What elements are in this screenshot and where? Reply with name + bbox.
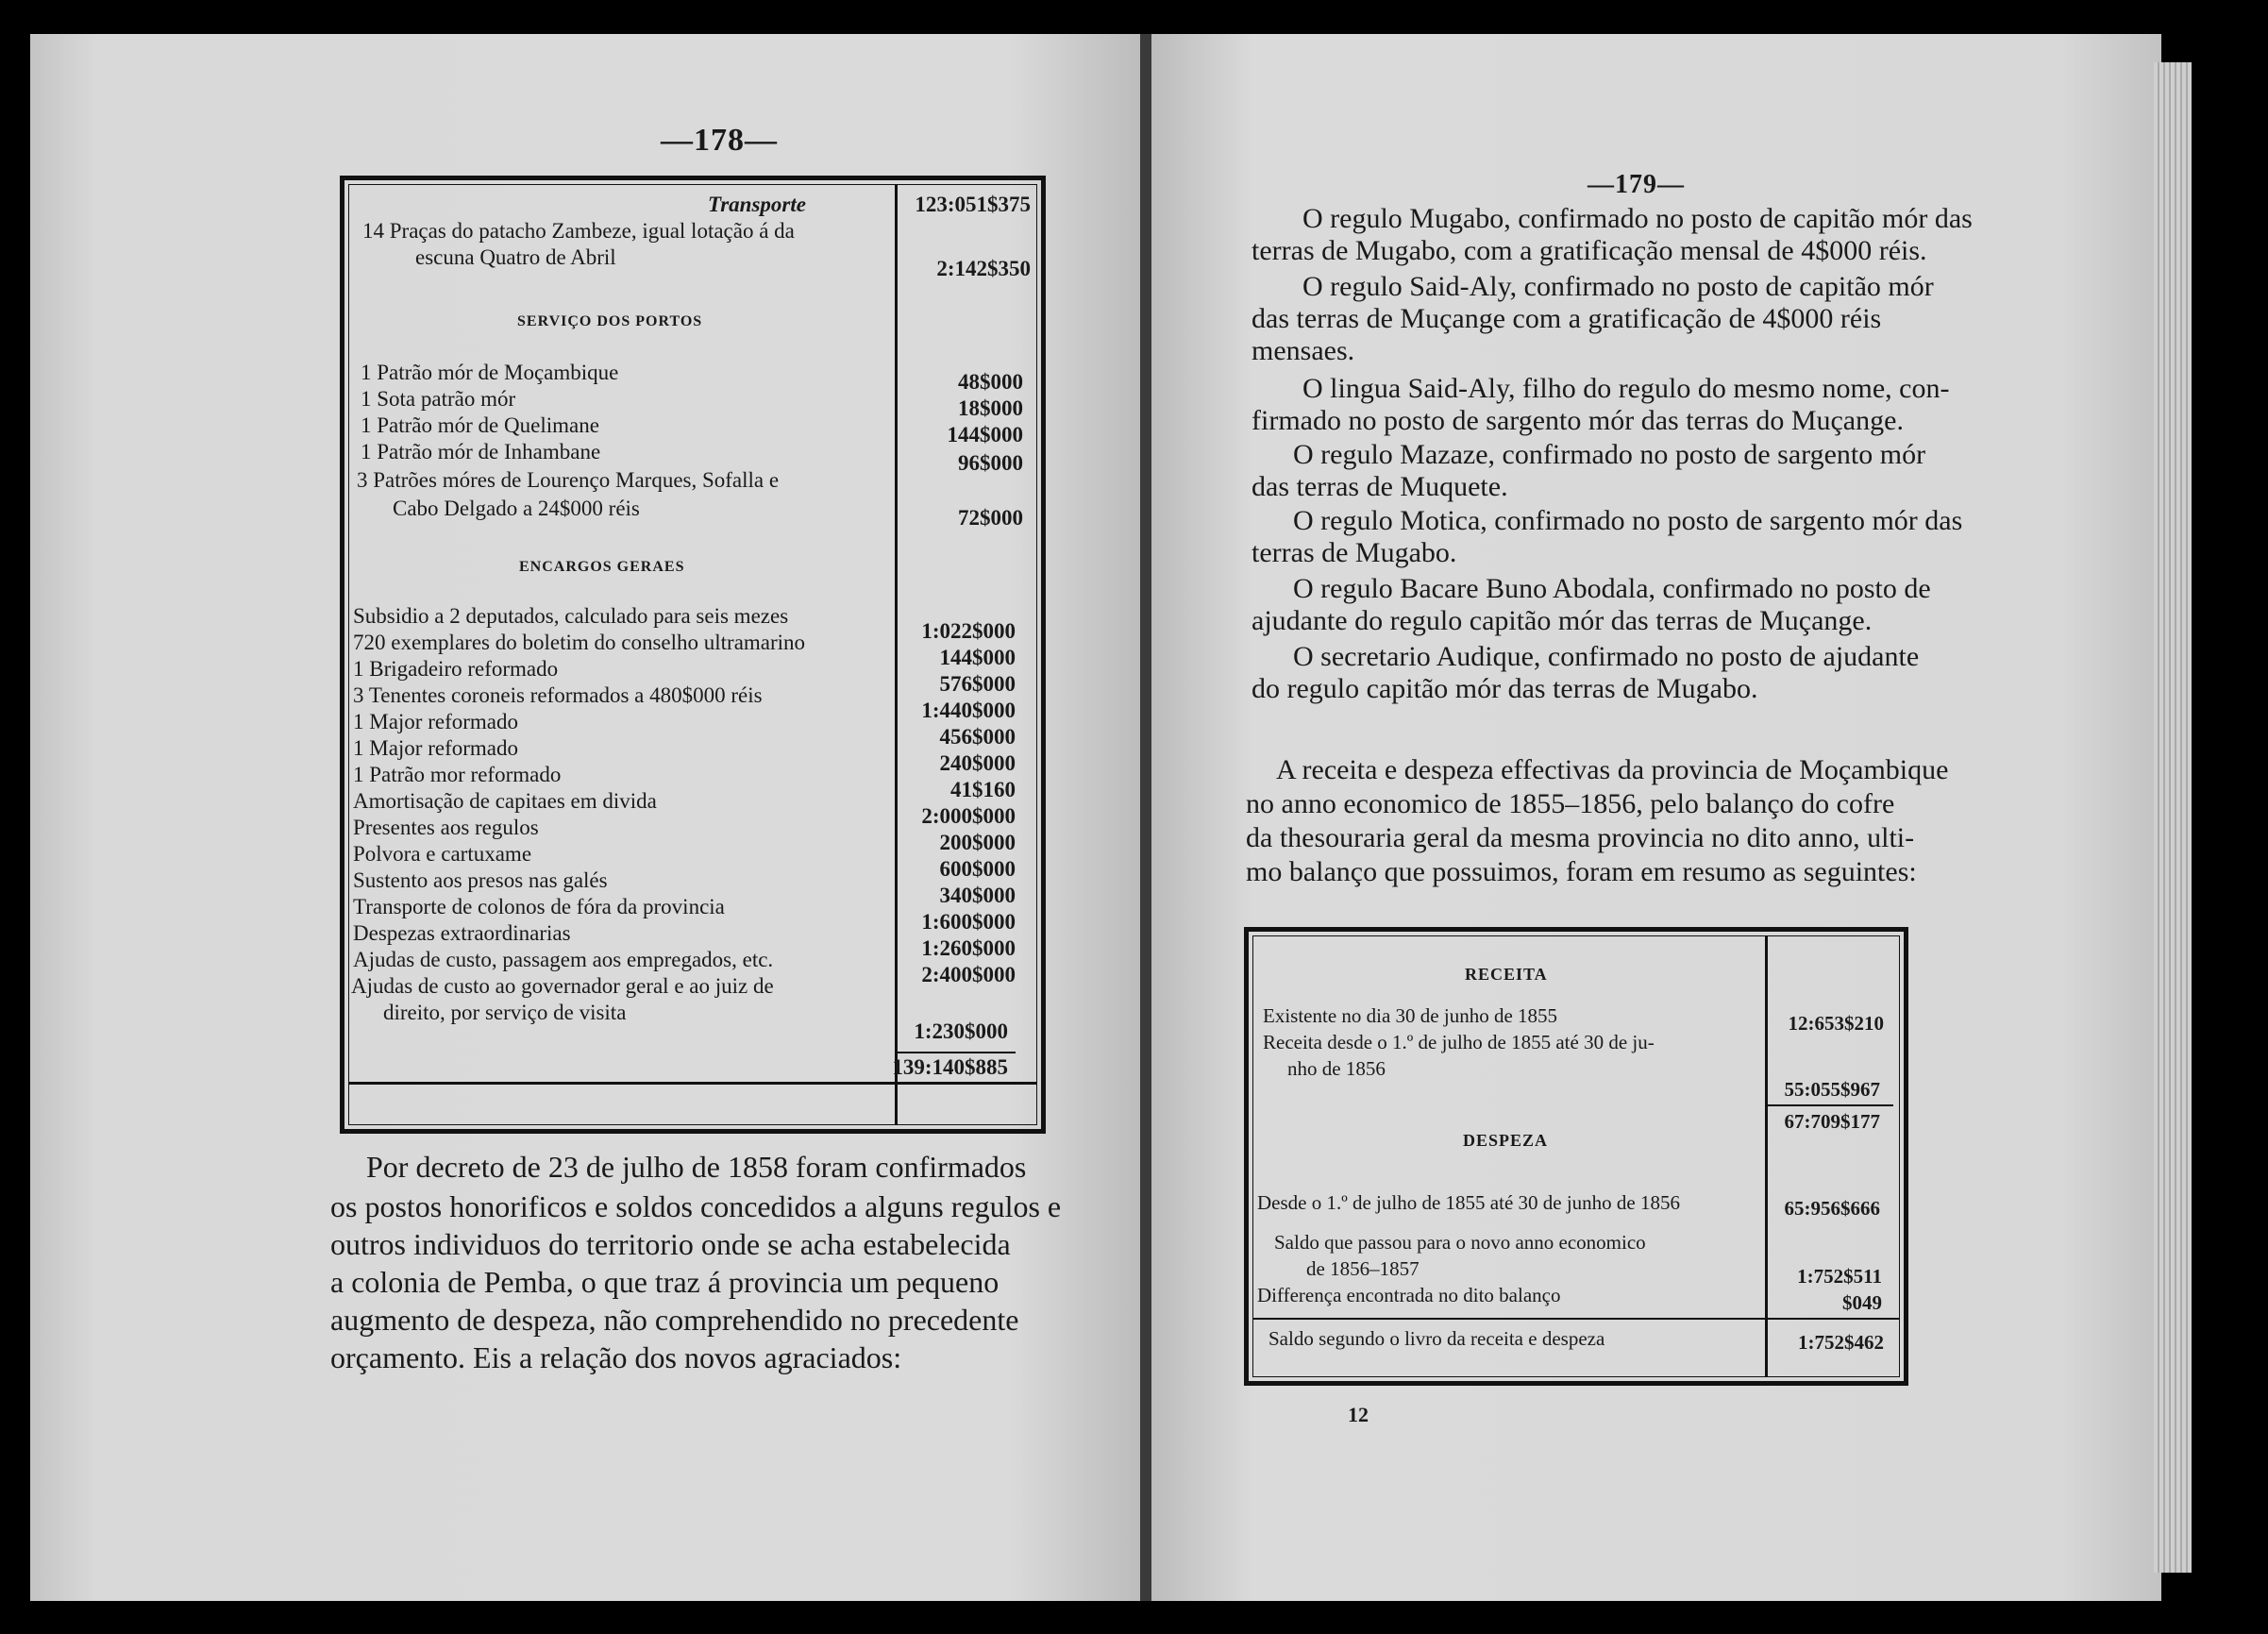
encargos-13-label: Ajudas de custo, passagem aos empregados, etc. [353,948,774,971]
receita-desde-line1: Receita desde o 1.º de julho de 1855 até 30 de ju- [1263,1031,1655,1053]
pracas-line1: 14 Praças do patacho Zambeze, igual lotação á da [362,219,795,243]
encargos-4-value: 456$000 [939,725,1016,749]
expense-table-left [340,176,1046,1134]
patroes-value: 72$000 [958,506,1023,530]
ajudas-value: 1:230$000 [914,1019,1008,1043]
ajudas-line1: Ajudas de custo ao governador geral e ao juiz de [351,974,774,998]
existente-label: Existente no dia 30 de junho de 1855 [1263,1004,1558,1027]
page-edges [2154,62,2192,1573]
decree-line-5: augmento de despeza, não comprehendido no precedente [330,1303,1019,1337]
encargos-10-value: 340$000 [939,884,1016,907]
decree-line-1: Por decreto de 23 de julho de 1858 foram confirmados [366,1150,1027,1184]
encargos-2-label: 1 Brigadeiro reformado [353,657,559,681]
left-page [30,34,1142,1601]
saldo-passou-value: 1:752$511 [1797,1265,1882,1288]
receita-line-3: da thesouraria geral da mesma provincia no dito anno, ulti- [1246,822,1915,853]
encargos-12-value: 1:260$000 [921,936,1016,960]
saldo-passou-line2: de 1856–1857 [1306,1257,1420,1280]
open-book [30,34,2192,1601]
page-number-right: —179— [1588,170,1685,199]
saldo-livro-label: Saldo segundo o livro da receita e despeza [1268,1327,1605,1350]
encargos-3-label: 3 Tenentes coroneis reformados a 480$000 réis [353,683,763,707]
receita-line-1: A receita e despeza effectivas da provincia de Moçambique [1276,754,1949,785]
encargos-5-value: 240$000 [939,751,1016,775]
portos-2-label: 1 Patrão mór de Quelimane [361,413,599,437]
transport-label: Transporte [708,193,806,216]
receita-line-4: mo balanço que possuimos, foram em resumo as seguintes: [1246,856,1917,887]
nom-line-9: das terras de Muquete. [1252,471,1508,502]
pracas-value: 2:142$350 [936,257,1031,280]
encargos-4-label: 1 Major reformado [353,710,518,733]
encargos-7-label: Amortisação de capitaes em divida [353,789,657,813]
transport-value: 123:051$375 [915,193,1031,216]
section-portos: SERVIÇO DOS PORTOS [517,313,703,329]
saldo-passou-line1: Saldo que passou para o novo anno economico [1274,1231,1646,1254]
encargos-1-value: 144$000 [939,646,1016,669]
encargos-0-value: 1:022$000 [921,619,1016,643]
right-page [1151,34,2161,1601]
encargos-11-label: Transporte de colonos de fóra da provincia [353,895,725,918]
balance-table [1244,927,1908,1386]
nom-line-15: do regulo capitão mór das terras de Mugabo. [1252,673,1758,704]
receita-line-2: no anno economico de 1855–1856, pelo balanço do cofre [1246,788,1895,819]
total-value: 139:140$885 [892,1055,1008,1079]
despeza-title: DESPEZA [1463,1131,1549,1150]
nom-line-8: O regulo Mazaze, confirmado no posto de sargento mór [1293,439,1926,470]
encargos-11-value: 1:600$000 [921,910,1016,934]
diferenca-value: $049 [1842,1291,1882,1314]
encargos-13-value: 2:400$000 [921,963,1016,986]
patroes-line2: Cabo Delgado a 24$000 réis [393,497,640,520]
portos-2-value: 144$000 [947,423,1023,446]
nom-line-6: O lingua Said-Aly, filho do regulo do mesmo nome, con- [1302,373,1950,404]
receita-desde-line2: nho de 1856 [1287,1057,1386,1080]
encargos-6-label: 1 Patrão mor reformado [353,763,562,786]
receita-total-value: 67:709$177 [1784,1110,1880,1133]
nom-line-5: mensaes. [1252,335,1355,366]
encargos-5-label: 1 Major reformado [353,736,518,760]
signature-mark: 12 [1348,1403,1369,1426]
nom-line-11: terras de Mugabo. [1252,537,1457,568]
decree-line-6: orçamento. Eis a relação dos novos agraciados: [330,1340,902,1374]
nom-line-1: O regulo Mugabo, confirmado no posto de capitão mór das [1302,203,1973,234]
pracas-line2: escuna Quatro de Abril [415,245,616,269]
encargos-8-label: Presentes aos regulos [353,816,539,839]
encargos-3-value: 1:440$000 [921,699,1016,722]
portos-0-label: 1 Patrão mór de Moçambique [361,361,619,384]
nom-line-10: O regulo Motica, confirmado no posto de sargento mór das [1293,505,1963,536]
encargos-10-label: Sustento aos presos nas galés [353,868,608,892]
decree-line-4: a colonia de Pemba, o que traz á provincia um pequeno [330,1265,1000,1299]
nom-line-14: O secretario Audique, confirmado no posto de ajudante [1293,641,1920,672]
encargos-9-label: Polvora e cartuxame [353,842,532,866]
encargos-8-value: 200$000 [939,831,1016,854]
section-encargos: ENCARGOS GERAES [519,559,685,575]
encargos-6-value: 41$160 [950,778,1016,801]
encargos-2-value: 576$000 [939,672,1016,696]
nom-line-4: das terras de Muçange com a gratificação de 4$000 réis [1252,303,1882,334]
portos-1-value: 18$000 [958,396,1023,420]
despeza-desde-label: Desde o 1.º de julho de 1855 até 30 de junho de 1856 [1257,1191,1681,1214]
portos-0-value: 48$000 [958,370,1023,394]
encargos-7-value: 2:000$000 [921,804,1016,828]
nom-line-2: terras de Mugabo, com a gratificação mensal de 4$000 réis. [1252,235,1927,266]
portos-3-label: 1 Patrão mór de Inhambane [361,440,601,463]
nom-line-12: O regulo Bacare Buno Abodala, confirmado no posto de [1293,573,1931,604]
nom-line-3: O regulo Said-Aly, confirmado no posto de capitão mór [1302,271,1934,302]
receita-desde-value: 55:055$967 [1784,1078,1880,1101]
portos-1-label: 1 Sota patrão mór [361,387,516,411]
decree-line-2: os postos honorificos e soldos concedidos a alguns regulos e [330,1189,1062,1223]
diferenca-label: Differença encontrada no dito balanço [1257,1284,1561,1306]
patroes-line1: 3 Patrões móres de Lourenço Marques, Sofalla e [357,468,780,492]
saldo-livro-value: 1:752$462 [1798,1331,1884,1354]
nom-line-13: ajudante do regulo capitão mór das terras de Muçange. [1252,605,1873,636]
decree-line-3: outros individuos do territorio onde se acha estabelecida [330,1227,1011,1261]
encargos-12-label: Despezas extraordinarias [353,921,571,945]
encargos-0-label: Subsidio a 2 deputados, calculado para seis mezes [353,604,789,628]
encargos-1-label: 720 exemplares do boletim do conselho ultramarino [353,631,806,654]
page-number-left: —178— [661,123,778,158]
despeza-desde-value: 65:956$666 [1784,1197,1880,1220]
existente-value: 12:653$210 [1788,1012,1884,1035]
portos-3-value: 96$000 [958,451,1023,475]
receita-title: RECEITA [1465,965,1548,984]
encargos-9-value: 600$000 [939,857,1016,881]
ajudas-line2: direito, por serviço de visita [383,1001,627,1024]
nom-line-7: firmado no posto de sargento mór das terras do Muçange. [1252,405,1904,436]
